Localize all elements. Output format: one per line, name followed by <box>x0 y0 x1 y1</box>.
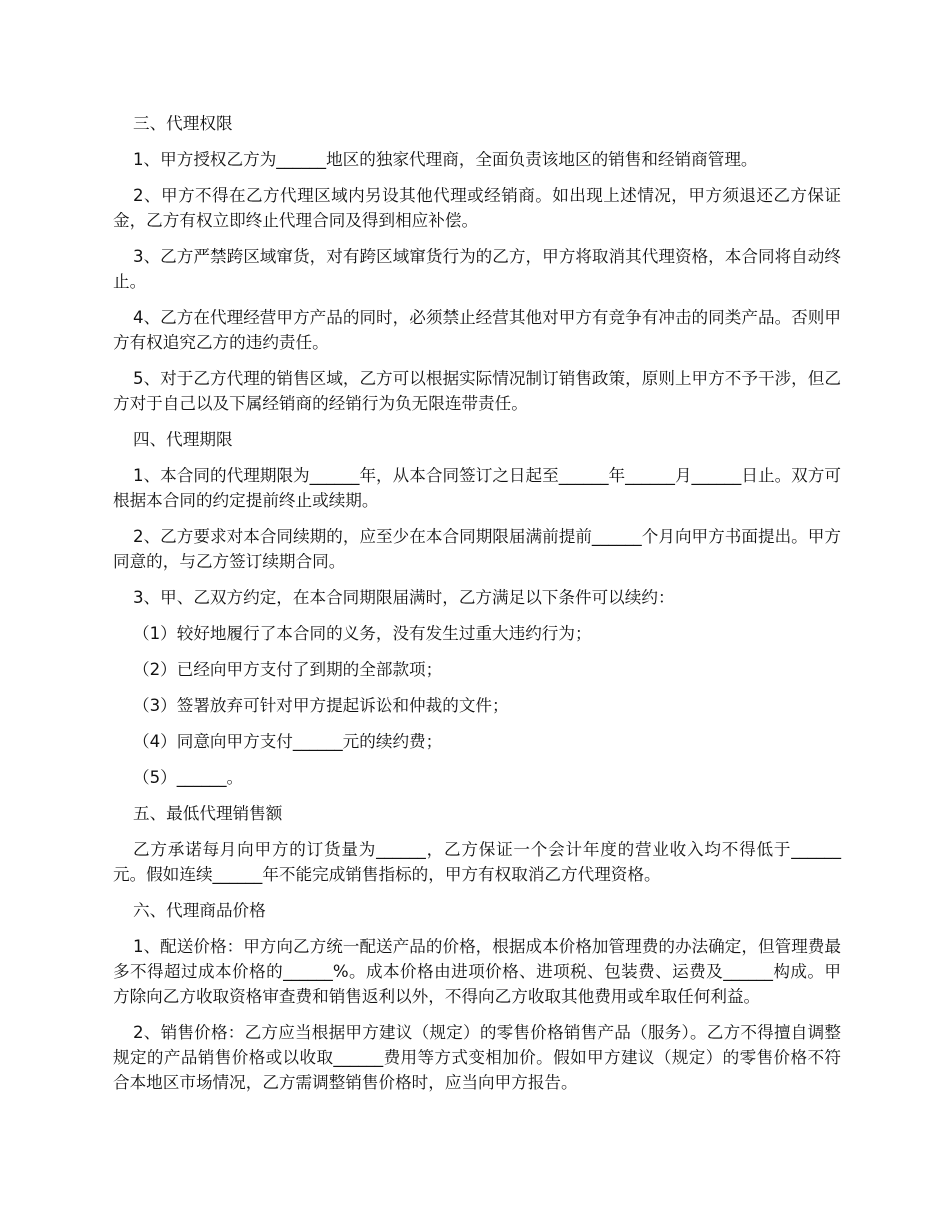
paragraph: 1、甲方授权乙方为______地区的独家代理商，全面负责该地区的销售和经销商管理。 <box>133 150 758 169</box>
section-heading: 四、代理期限 <box>133 430 233 449</box>
paragraph: 2、销售价格：乙方应当根据甲方建议（规定）的零售价格销售产品（服务）。乙方不得擅自调整规定的产品销售价格或以收取______费用等方式变相加价。假如甲方建议（规定）的零售价格不符合本地区市场情况，乙方需调整销售价格时，应当向甲方报告。 <box>113 1023 841 1092</box>
paragraph: 3、乙方严禁跨区域窜货，对有跨区域窜货行为的乙方，甲方将取消其代理资格，本合同将自动终止。 <box>113 247 841 291</box>
list-item: （3）签署放弃可针对甲方提起诉讼和仲裁的文件； <box>133 696 509 715</box>
list-item: （4）同意向甲方支付______元的续约费； <box>133 732 443 751</box>
paragraph: 1、本合同的代理期限为______年，从本合同签订之日起至______年______月______日止。双方可根据本合同的约定提前终止或续期。 <box>113 466 841 510</box>
paragraph: 2、乙方要求对本合同续期的，应至少在本合同期限届满前提前______个月向甲方书面提出。甲方同意的，与乙方签订续期合同。 <box>113 527 841 571</box>
list-item: （5）______。 <box>133 768 244 787</box>
list-item: （1）较好地履行了本合同的义务，没有发生过重大违约行为； <box>133 624 592 643</box>
paragraph: 乙方承诺每月向甲方的订货量为______，乙方保证一个会计年度的营业收入均不得低于______元。假如连续______年不能完成销售指标的，甲方有权取消乙方代理资格。 <box>113 840 841 884</box>
list-item: （2）已经向甲方支付了到期的全部款项； <box>133 660 443 679</box>
section-heading: 五、最低代理销售额 <box>133 804 283 823</box>
paragraph: 5、对于乙方代理的销售区域，乙方可以根据实际情况制订销售政策，原则上甲方不予干涉，但乙方对于自己以及下属经销商的经销行为负无限连带责任。 <box>113 369 841 413</box>
document-body <box>113 111 841 1106</box>
paragraph: 1、配送价格：甲方向乙方统一配送产品的价格，根据成本价格加管理费的办法确定，但管理费最多不得超过成本价格的______%。成本价格由进项价格、进项税、包装费、运费及______构成。甲方除向乙方收取资格审查费和销售返利以外，不得向乙方收取其他费用或牟取任何利益。 <box>113 937 841 1006</box>
section-heading: 三、代理权限 <box>133 114 233 133</box>
paragraph: 2、甲方不得在乙方代理区域内另设其他代理或经销商。如出现上述情况，甲方须退还乙方保证金，乙方有权立即终止代理合同及得到相应补偿。 <box>113 186 841 230</box>
paragraph: 3、甲、乙双方约定，在本合同期限届满时，乙方满足以下条件可以续约： <box>133 588 675 607</box>
paragraph: 4、乙方在代理经营甲方产品的同时，必须禁止经营其他对甲方有竞争有冲击的同类产品。否则甲方有权追究乙方的违约责任。 <box>113 308 841 352</box>
section-heading: 六、代理商品价格 <box>133 901 266 920</box>
